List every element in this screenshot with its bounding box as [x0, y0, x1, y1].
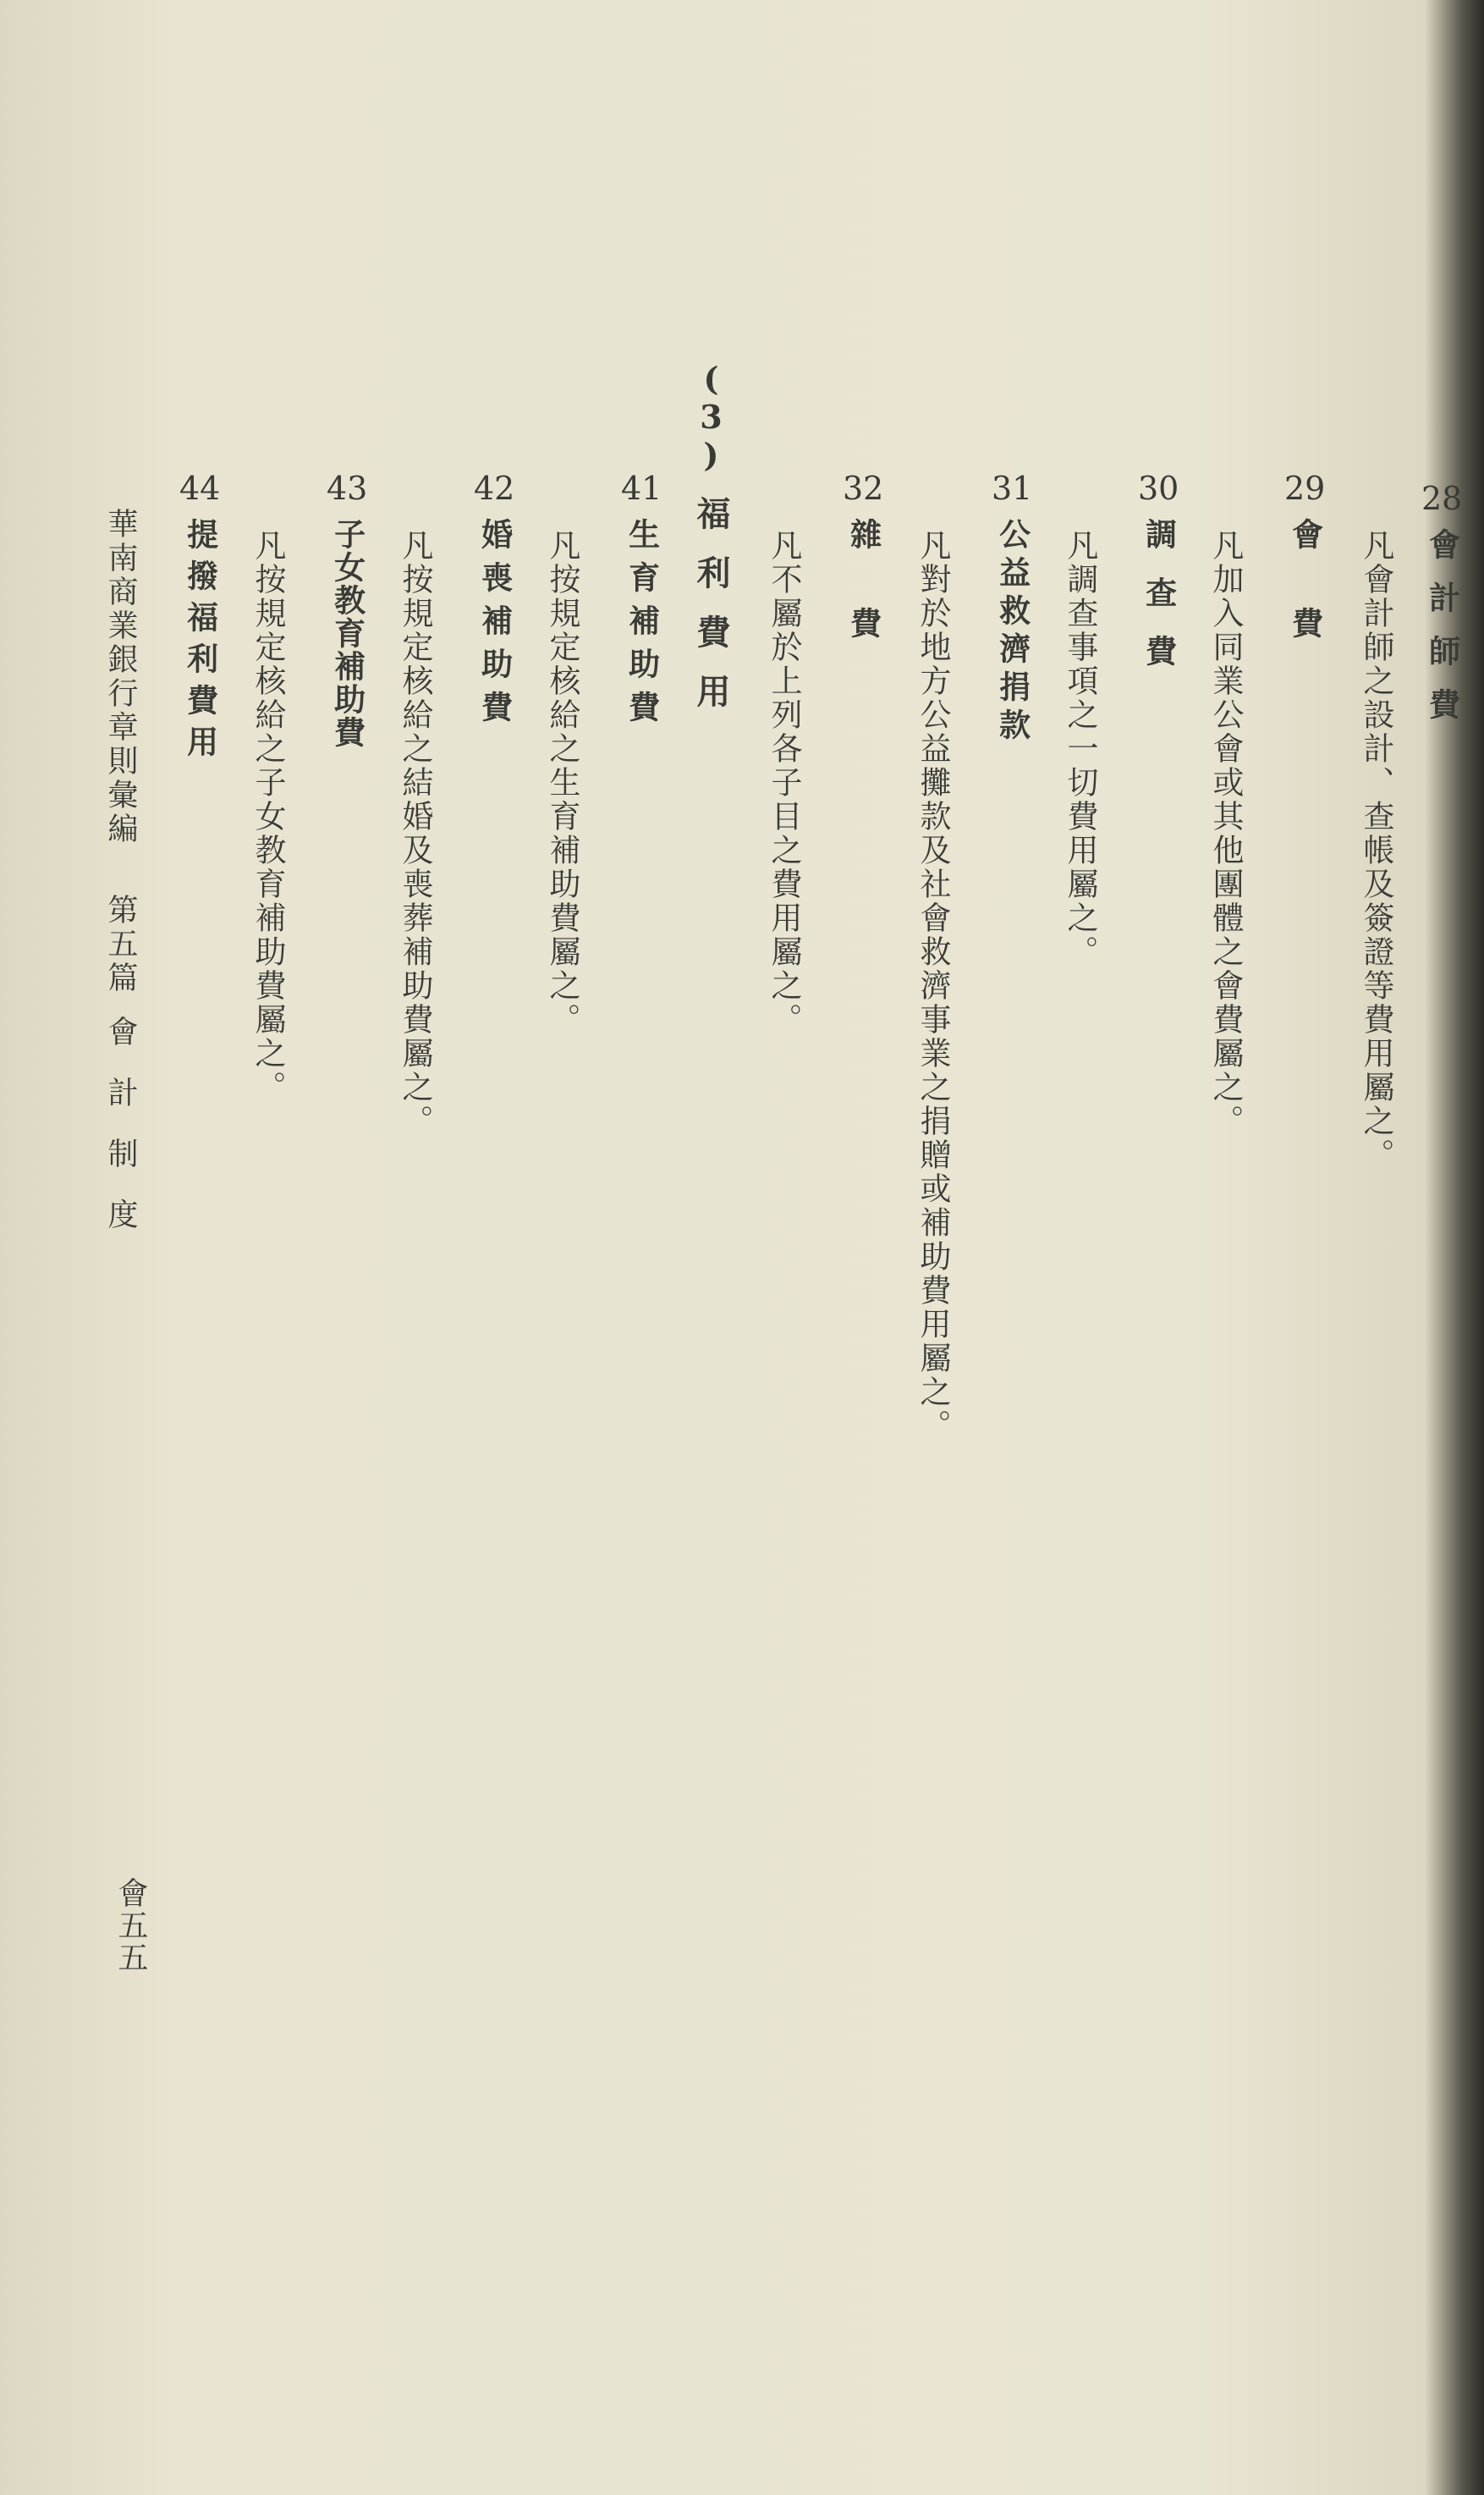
item-number: 31 — [992, 470, 1033, 507]
item-description: 凡會計師之設計、查帳及簽證等費用屬之。 — [1358, 529, 1394, 1172]
item-number: 42 — [474, 470, 515, 507]
item-title: 會計師費 — [1423, 528, 1461, 741]
item-title: 雜費 — [844, 518, 882, 696]
item-description: 凡調查事項之一切費用屬之。 — [1062, 529, 1098, 969]
item-title: 會費 — [1286, 518, 1324, 696]
item-29-number-col — [1284, 472, 1325, 696]
item-42-desc-col — [399, 529, 431, 1138]
group-title: 福利費用 — [691, 496, 731, 733]
item-28-number-col — [1421, 482, 1462, 741]
item-number: 41 — [621, 470, 662, 507]
item-title: 子女教育補助費 — [328, 518, 366, 749]
item-description: 凡按規定核給之結婚及喪葬補助費屬之。 — [397, 529, 433, 1138]
item-43-desc-col — [250, 529, 286, 1104]
item-32-desc-col — [768, 529, 800, 1037]
item-title: 生育補助費 — [623, 518, 661, 734]
item-number: 30 — [1138, 470, 1179, 507]
item-30-number-col — [1138, 472, 1179, 693]
item-title: 婚喪補助費 — [475, 518, 514, 734]
item-32-number-col — [843, 472, 883, 696]
item-description: 凡按規定核給之子女教育補助費屬之。 — [250, 529, 286, 1104]
item-title: 提撥福利費用 — [181, 518, 219, 767]
footer-book-col — [103, 508, 138, 1259]
item-description: 凡不屬於上列各子目之費用屬之。 — [766, 529, 802, 1037]
item-29-desc-col — [1207, 529, 1244, 1138]
item-30-desc-col — [1064, 529, 1096, 969]
item-description: 凡按規定核給之生育補助費屬之。 — [544, 529, 580, 1037]
footer-book-title: 華南商業銀行章則彙編 — [103, 508, 138, 846]
item-number: 28 — [1421, 480, 1463, 517]
item-43-number-col — [327, 472, 367, 749]
item-44-number-col — [179, 472, 220, 767]
footer-chapter-title: 會計制度 — [103, 1016, 138, 1259]
item-28-desc-col — [1360, 529, 1392, 1172]
item-title: 調查費 — [1140, 518, 1178, 693]
item-number: 44 — [179, 470, 221, 507]
item-description: 凡加入同業公會或其他團體之會費屬之。 — [1207, 529, 1244, 1138]
item-42-number-col — [474, 472, 514, 734]
group-number: (3) — [692, 360, 730, 474]
item-41-number-col — [621, 472, 662, 734]
item-title: 公益救濟捐款 — [993, 518, 1031, 746]
item-41-desc-col — [544, 529, 580, 1037]
page-number-col — [115, 1877, 146, 1974]
page-number: 會五五 — [113, 1877, 148, 1974]
group-3-col — [691, 360, 731, 733]
item-number: 29 — [1284, 470, 1326, 507]
footer-chapter: 第五篇 — [103, 894, 138, 995]
item-31-number-col — [992, 472, 1032, 746]
item-31-desc-col — [915, 529, 951, 1443]
item-description: 凡對於地方公益攤款及社會救濟事業之捐贈或補助費用屬之。 — [915, 529, 951, 1443]
item-number: 43 — [327, 470, 368, 507]
item-number: 32 — [843, 470, 884, 507]
